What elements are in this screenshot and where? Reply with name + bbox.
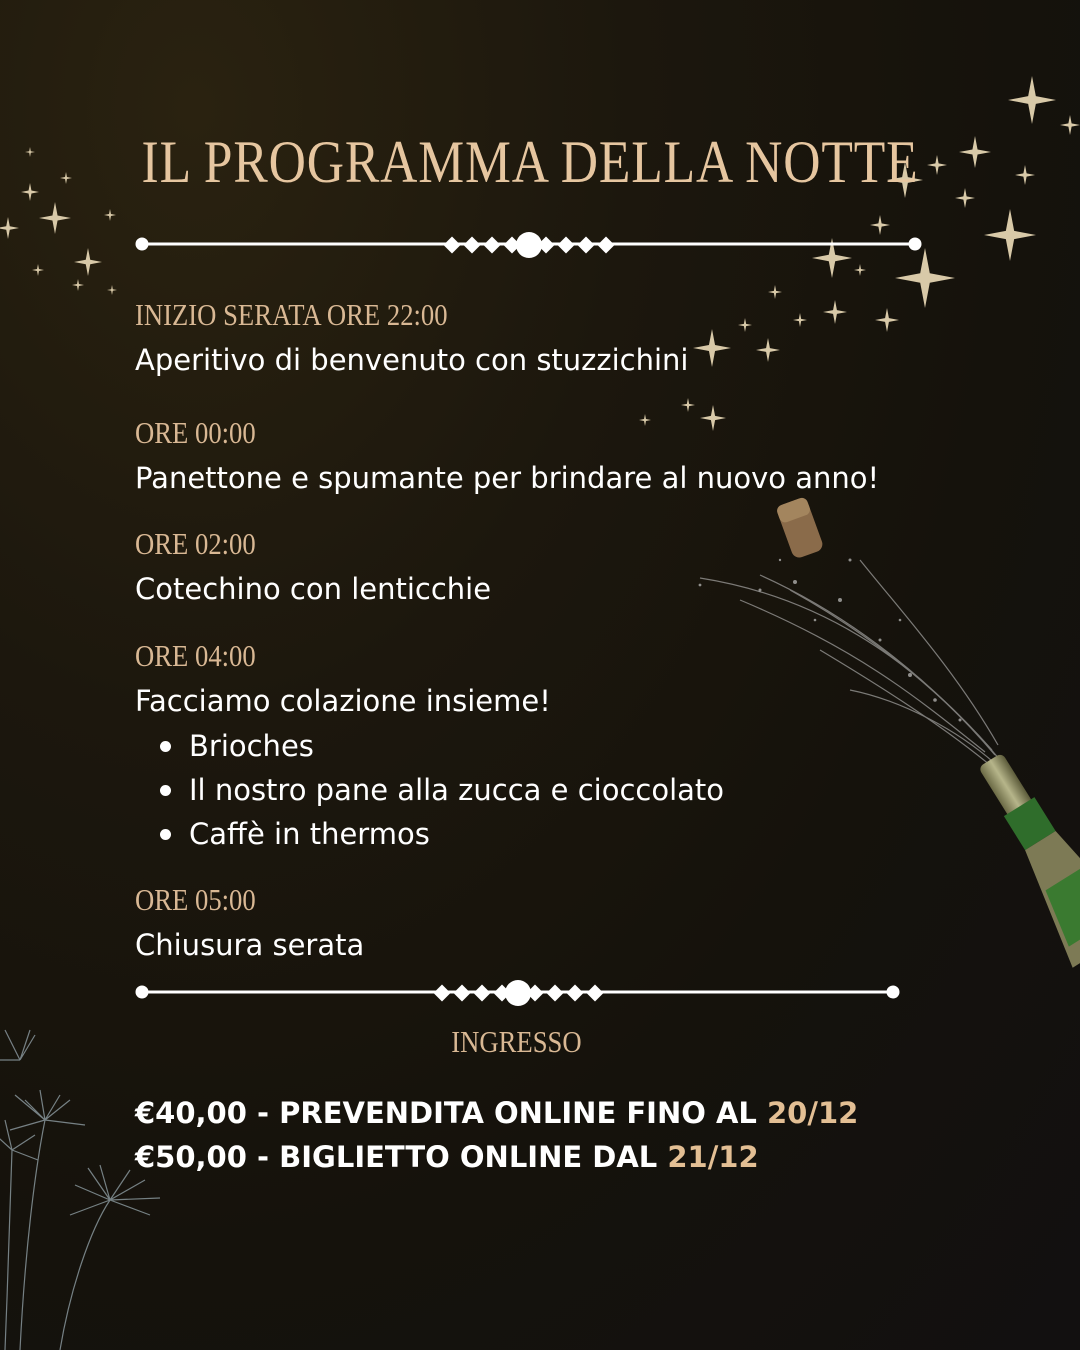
price-text: €50,00 - BIGLIETTO ONLINE DAL — [135, 1140, 668, 1174]
price-date: 21/12 — [667, 1140, 759, 1174]
champagne-spray — [700, 560, 1002, 770]
list-item: Brioches — [135, 726, 724, 770]
price-line-presale — [135, 1096, 858, 1130]
cork-icon — [775, 496, 824, 560]
schedule-text-5: Chiusura serata — [135, 928, 365, 962]
list-item: Caffè in thermos — [135, 814, 724, 858]
schedule-text-2: Panettone e spumante per brindare al nuovo anno! — [135, 461, 880, 495]
price-date: 20/12 — [767, 1096, 859, 1130]
price-text: €40,00 - PREVENDITA ONLINE FINO AL — [135, 1096, 767, 1130]
price-line-ticket — [135, 1140, 759, 1174]
schedule-time-5: ORE 05:00 — [135, 882, 256, 917]
schedule-time-4: ORE 04:00 — [135, 638, 256, 673]
schedule-time-1: INIZIO SERATA ORE 22:00 — [135, 297, 448, 332]
schedule-text-4: Facciamo colazione insieme! — [135, 684, 551, 718]
ornamental-divider-icon — [136, 232, 921, 258]
ornamental-divider-icon — [136, 980, 899, 1006]
schedule-time-2: ORE 00:00 — [135, 415, 256, 450]
firework-icon — [0, 1030, 160, 1350]
list-item: Il nostro pane alla zucca e cioccolato — [135, 770, 724, 814]
schedule-text-1: Aperitivo di benvenuto con stuzzichini — [135, 343, 689, 377]
schedule-time-3: ORE 02:00 — [135, 526, 256, 561]
page-title: IL PROGRAMMA DELLA NOTTE — [141, 129, 919, 195]
champagne-bottle-icon — [956, 739, 1080, 968]
ingresso-heading: INGRESSO — [451, 1024, 582, 1059]
breakfast-list — [135, 726, 724, 858]
schedule-text-3: Cotechino con lenticchie — [135, 572, 492, 606]
